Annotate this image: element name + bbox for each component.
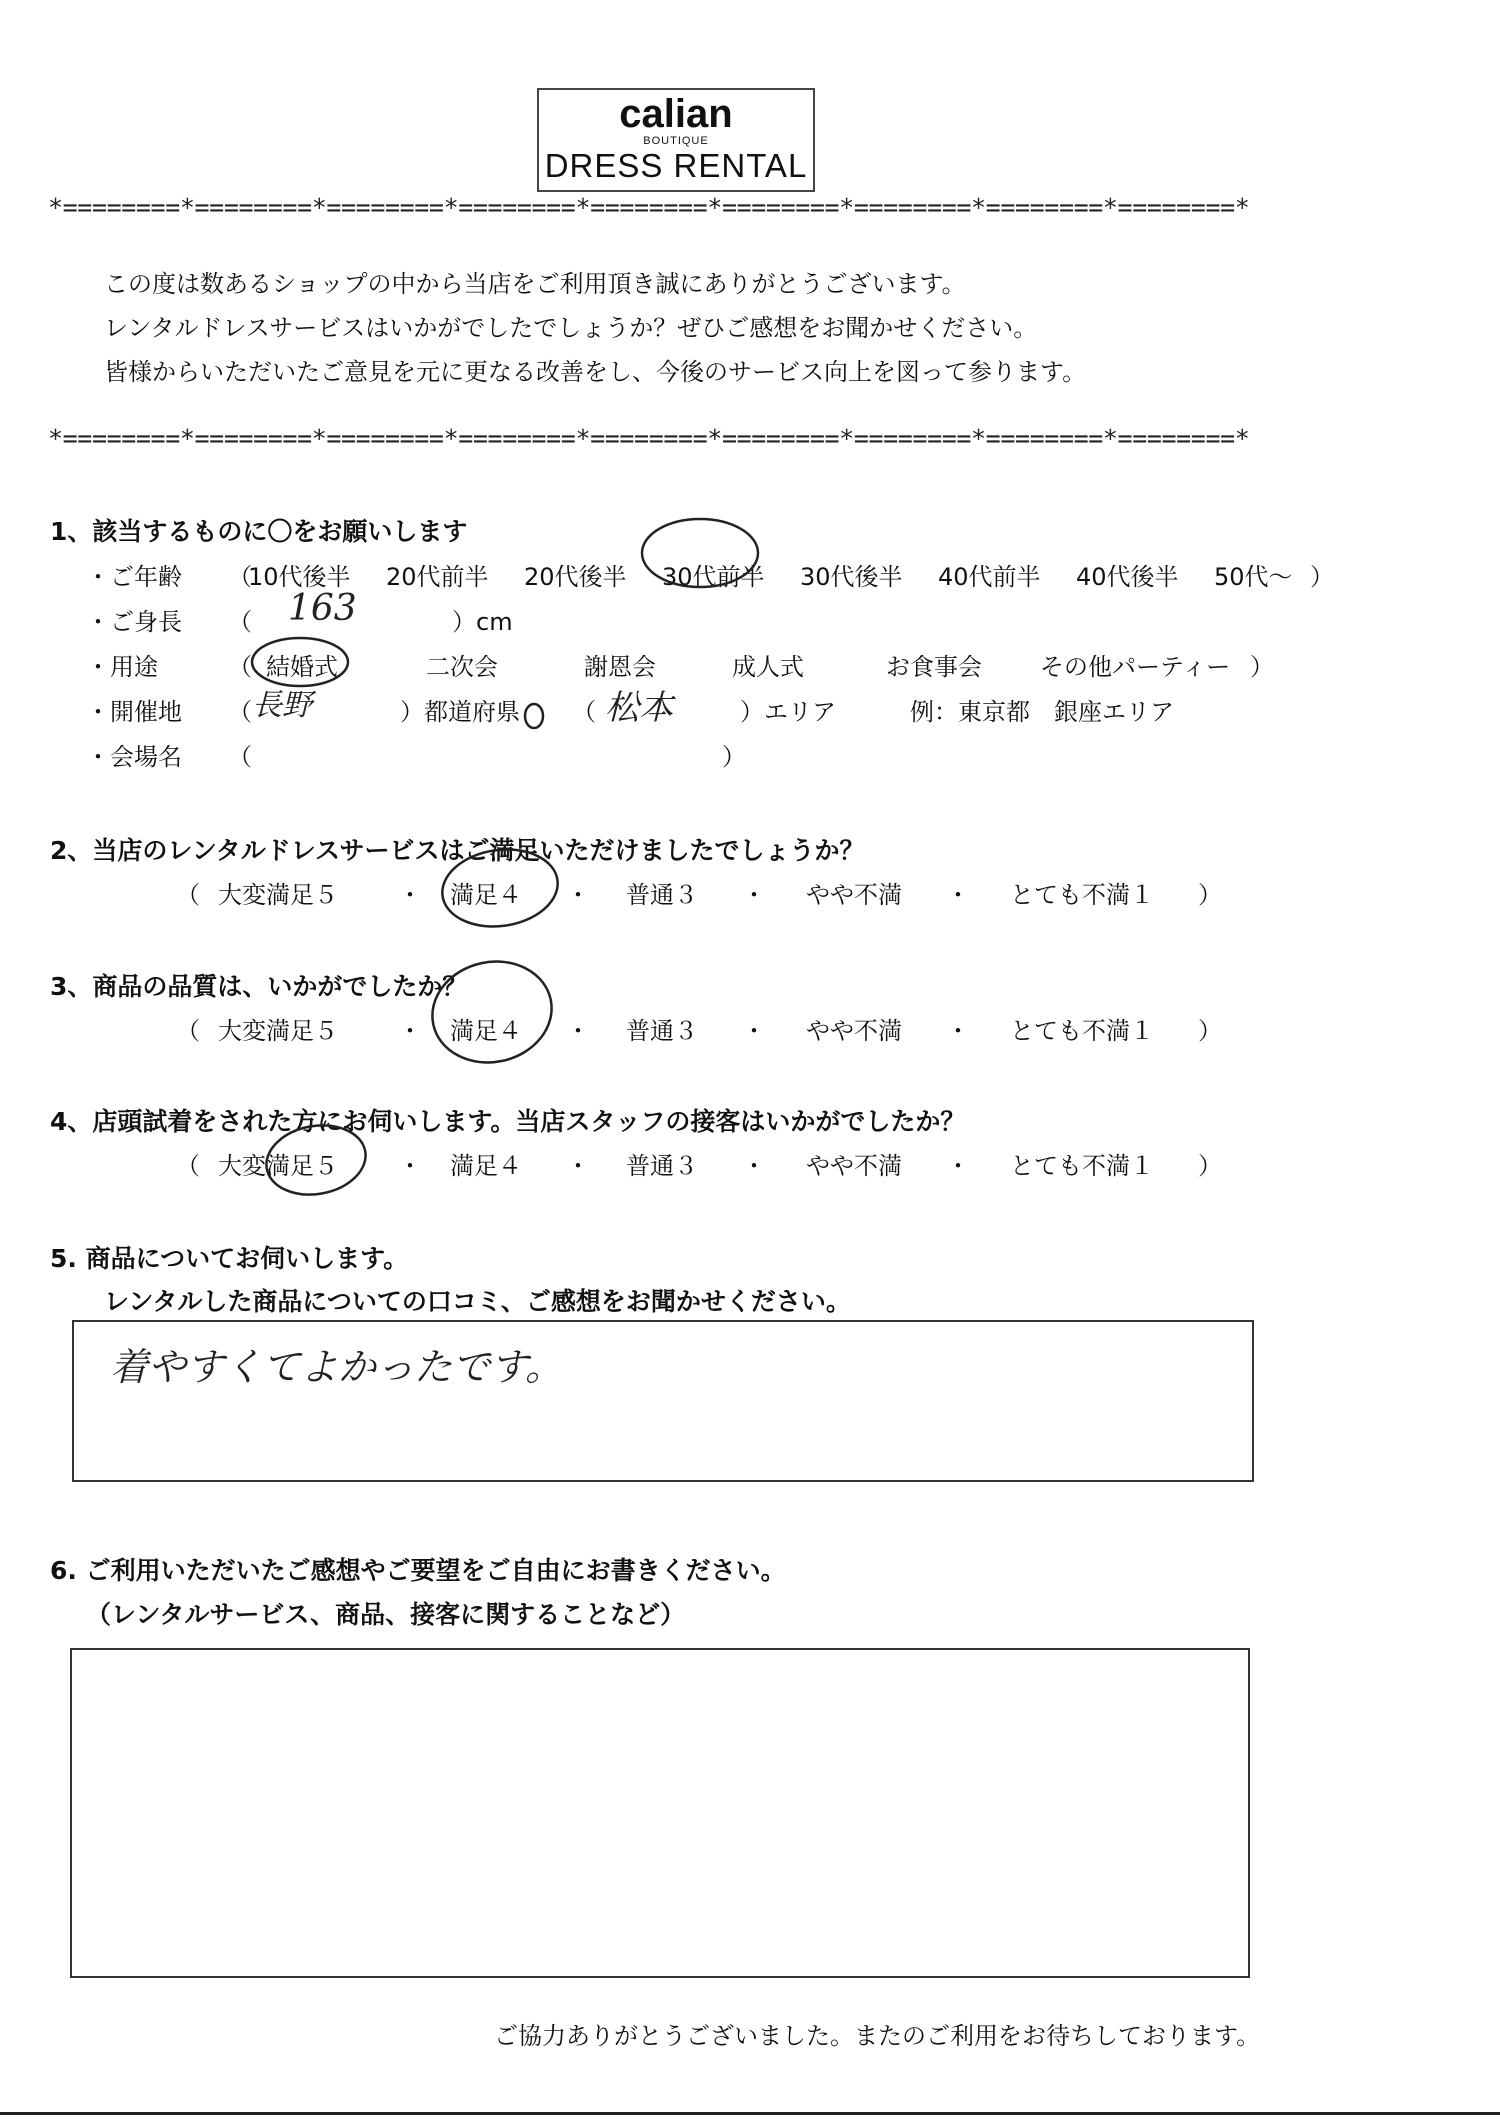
age-option[interactable]: 40代前半 [938, 563, 1041, 591]
intro-line-2: レンタルドレスサービスはいかがでしたでしょうか？ぜひご感想をお聞かせください。 [104, 314, 1038, 342]
age-option-selected[interactable]: 30代前半 [662, 563, 765, 591]
q2-close: ） [1198, 881, 1222, 909]
intro-line-3: 皆様からいただいたご意見を元に更なる改善をし、今後のサービス向上を図って参ります。 [104, 358, 1087, 386]
dot: ・ [742, 1152, 766, 1180]
age-option[interactable]: 50代〜 [1214, 563, 1293, 591]
height-unit: ）cm [452, 608, 513, 636]
q3-close: ） [1198, 1017, 1222, 1045]
dot: ・ [742, 1017, 766, 1045]
dot: ・ [946, 881, 970, 909]
age-option[interactable]: 30代後半 [800, 563, 903, 591]
closing-message: ご協力ありがとうございました。またのご利用をお待ちしております。 [494, 2022, 1261, 2050]
purpose-label: ・用途 [86, 653, 158, 681]
q3-option[interactable]: やや不満 [806, 1017, 902, 1045]
q3-option[interactable]: 普通３ [626, 1017, 698, 1045]
purpose-option[interactable]: 二次会 [426, 653, 498, 681]
q4-open: （ [176, 1152, 200, 1180]
venue-area-value[interactable]: 松本 [605, 688, 673, 728]
dot: ・ [398, 1017, 422, 1045]
dot: ・ [946, 1017, 970, 1045]
q5-answer-text: 着やすくてよかったです。 [110, 1345, 563, 1389]
venue-open: （ [228, 698, 252, 726]
q2-option[interactable]: 普通３ [626, 881, 698, 909]
intro-line-1: この度は数あるショップの中から当店をご利用頂き誠にありがとうございます。 [104, 270, 966, 298]
q3-open: （ [176, 1017, 200, 1045]
dot: ・ [398, 881, 422, 909]
q4-option[interactable]: やや不満 [806, 1152, 902, 1180]
q2-open: （ [176, 881, 200, 909]
purpose-option[interactable]: お食事会 [886, 653, 982, 681]
q5-prompt: レンタルした商品についての口コミ、ご感想をお聞かせください。 [104, 1287, 851, 1316]
separator-top: *========*========*========*========*========*========*========*========*========* [48, 193, 1250, 222]
purpose-option[interactable]: その他パーティー [1040, 653, 1231, 681]
logo-brand: calian [619, 92, 733, 136]
venue-area-unit: ）エリア [740, 698, 836, 726]
dot: ・ [946, 1152, 970, 1180]
q4-option-selected[interactable]: 大変満足５ [218, 1152, 338, 1180]
q1-title: 1、該当するものに〇をお願いします [50, 517, 468, 546]
purpose-option-selected[interactable]: 結婚式 [266, 653, 338, 681]
logo-sub: BOUTIQUE [643, 135, 709, 147]
dot: ・ [742, 881, 766, 909]
dot: ・ [566, 881, 590, 909]
venue-prefecture-value[interactable]: 長野 [252, 688, 312, 723]
height-label: ・ご身長 [86, 608, 182, 636]
height-value[interactable]: 163 [288, 588, 357, 629]
purpose-option[interactable]: 謝恩会 [584, 653, 656, 681]
separator-bottom: *========*========*========*========*========*========*========*========*========* [48, 424, 1250, 453]
q5-title: 5. 商品についてお伺いします。 [50, 1244, 409, 1273]
age-close: ） [1310, 563, 1334, 591]
q4-option[interactable]: 普通３ [626, 1152, 698, 1180]
q2-option[interactable]: とても不満１ [1010, 881, 1154, 909]
circle-mark-age [642, 519, 758, 587]
dot: ・ [398, 1152, 422, 1180]
q4-option[interactable]: 満足４ [450, 1152, 522, 1180]
venue-example: 例：東京都 銀座エリア [910, 698, 1174, 726]
dot: ・ [566, 1017, 590, 1045]
age-option[interactable]: 20代後半 [524, 563, 627, 591]
dot: ・ [566, 1152, 590, 1180]
age-label: ・ご年齢 [86, 563, 182, 591]
logo-service: DRESS RENTAL [544, 147, 808, 184]
purpose-close: ） [1250, 653, 1274, 681]
hall-label: ・会場名 [86, 743, 182, 771]
circle-mark-q3 [423, 951, 561, 1074]
q2-option[interactable]: 大変満足５ [218, 881, 338, 909]
height-open: （ [228, 608, 252, 636]
q4-close: ） [1198, 1152, 1222, 1180]
q3-option[interactable]: 大変満足５ [218, 1017, 338, 1045]
circle-mark-prefecture [525, 704, 543, 728]
q6-title: 6. ご利用いただいたご感想やご要望をご自由にお書きください。 [50, 1556, 786, 1585]
q3-title: 3、商品の品質は、いかがでしたか？ [50, 972, 468, 1001]
venue-label: ・開催地 [86, 698, 182, 726]
age-option[interactable]: 10代後半 [248, 563, 351, 591]
q2-option-selected[interactable]: 満足４ [450, 881, 522, 909]
age-open: （ [228, 563, 252, 591]
hall-open: （ [228, 743, 252, 771]
hall-close: ） [722, 743, 746, 771]
q4-title: 4、店頭試着をされた方にお伺いします。当店スタッフの接客はいかがでしたか？ [50, 1107, 966, 1136]
q3-option-selected[interactable]: 満足４ [450, 1017, 522, 1045]
q2-option[interactable]: やや不満 [806, 881, 902, 909]
circle-mark-q2 [437, 842, 562, 933]
q6-prompt: （レンタルサービス、商品、接客に関することなど） [86, 1600, 686, 1629]
venue-prefecture-unit: ）都道府県 [400, 698, 520, 726]
circle-mark-q4 [261, 1118, 371, 1202]
q2-title: 2、当店のレンタルドレスサービスはご満足いただけましたでしょうか？ [50, 836, 865, 865]
q3-option[interactable]: とても不満１ [1010, 1017, 1154, 1045]
purpose-option[interactable]: 成人式 [732, 653, 804, 681]
venue-area-open: （ [572, 698, 596, 726]
circle-mark-purpose [252, 638, 348, 686]
age-option[interactable]: 20代前半 [386, 563, 489, 591]
purpose-open: （ [228, 653, 252, 681]
q4-option[interactable]: とても不満１ [1010, 1152, 1154, 1180]
age-option[interactable]: 40代後半 [1076, 563, 1179, 591]
